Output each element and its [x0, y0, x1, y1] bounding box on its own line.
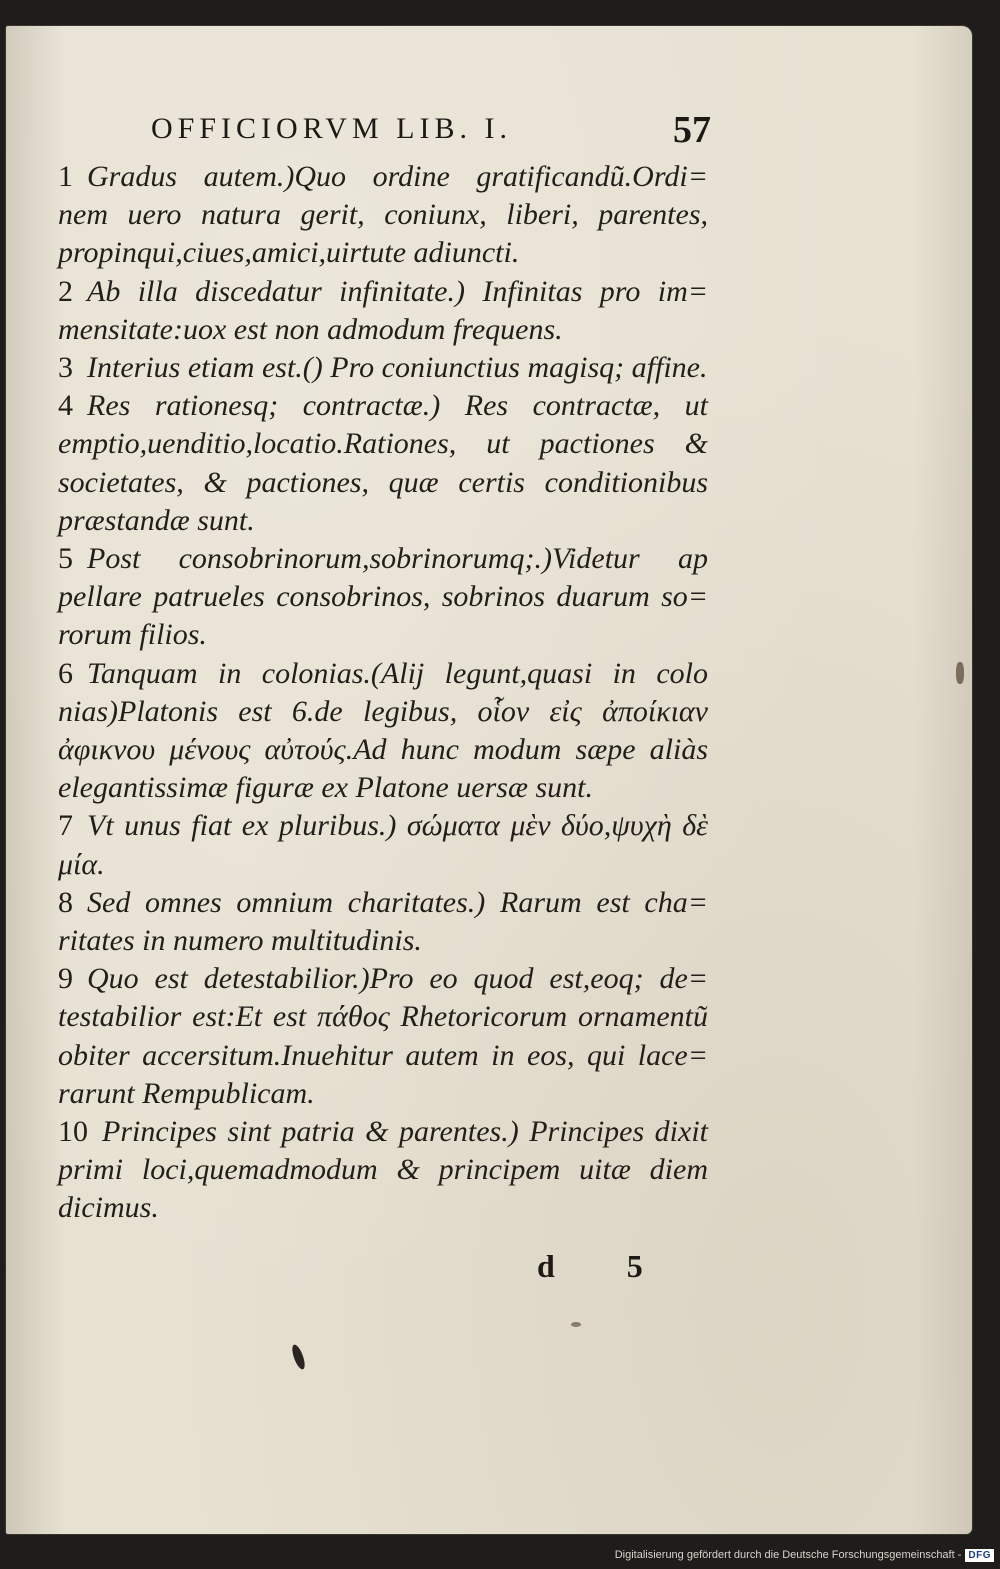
note-text: Interius etiam est.() Pro coniunctius magisq; affine. — [87, 351, 708, 385]
note-number: 3 — [58, 351, 73, 385]
note-text: Quo est detestabilior.)Pro eo quod est,eoq; de= testabilior est:Et est πάθος Rhetoricorum ornamentũ obiter accersitum.Inuehitur autem in eos, qui lace= rarunt Rempublicam. — [58, 962, 708, 1110]
note-item — [58, 349, 708, 387]
commentary-notes — [58, 158, 708, 1228]
note-number: 6 — [58, 656, 73, 690]
dfg-logo: DFG — [965, 1549, 994, 1562]
note-item — [58, 1113, 708, 1228]
note-item — [58, 158, 708, 273]
note-item — [58, 960, 708, 1113]
note-text: Principes sint patria & parentes.) Principes dixit primi loci,quemadmodum & principem uitæ diem dicimus. — [58, 1115, 708, 1225]
ink-blot — [290, 1343, 307, 1371]
folio-number: 57 — [673, 109, 711, 151]
digitization-credit — [615, 1545, 994, 1565]
note-text: Post consobrinorum,sobrinorumq;.)Videtur ap pellare patrueles consobrinos, sobrinos duarum so= rorum filios. — [58, 542, 708, 652]
note-text: Vt unus fiat ex pluribus.) σώματα μὲν δύο,ψυχὴ δὲ μία. — [58, 809, 708, 881]
book-page — [6, 26, 972, 1534]
note-text: Sed omnes omnium charitates.) Rarum est cha= ritates in numero multitudinis. — [58, 885, 708, 958]
note-item — [58, 655, 708, 808]
note-number: 4 — [58, 389, 73, 423]
note-item — [58, 807, 708, 883]
note-text: Tanquam in colonias.(Alij legunt,quasi in colo nias)Platonis est 6.de legibus, οἷον εἰς ἀποίκιαν ἀφικνου μένους αὐτούς.Ad hunc modum sæpe aliàs elegantissimæ figuræ ex Platone uersæ sunt. — [58, 656, 708, 805]
paper-speck — [956, 662, 964, 684]
note-text: Res rationesq; contractæ.) Res contractæ, ut emptio,uenditio,locatio.Rationes, ut pactiones & societates, & pactiones, quæ certis conditionibus præstandæ sunt. — [58, 389, 708, 537]
signature-mark: d 5 — [537, 1248, 675, 1284]
credit-text: Digitalisierung gefördert durch die Deutsche Forschungsgemeinschaft - — [614, 1549, 962, 1561]
note-number: 5 — [58, 542, 73, 576]
note-text: Ab illa discedatur infinitate.) Infinitas pro im= mensitate:uox est non admodum frequens. — [58, 274, 708, 346]
note-item — [58, 540, 708, 655]
note-number: 2 — [58, 274, 73, 308]
note-number: 9 — [58, 962, 73, 996]
note-number: 7 — [58, 809, 73, 843]
paper-speck — [571, 1322, 581, 1327]
note-text: Gradus autem.)Quo ordine gratificandũ.Ordi= nem uero natura gerit, coniunx, liberi, parentes, propinqui,ciues,amici,uirtute adiuncti. — [58, 160, 708, 270]
note-item — [58, 273, 708, 349]
note-item — [58, 884, 708, 960]
note-number: 8 — [58, 885, 73, 919]
note-number: 10 — [58, 1115, 88, 1149]
note-number: 1 — [58, 160, 73, 193]
running-title: OFFICIORVM LIB. I. — [151, 112, 512, 145]
page-header — [151, 109, 711, 152]
note-item — [58, 387, 708, 540]
